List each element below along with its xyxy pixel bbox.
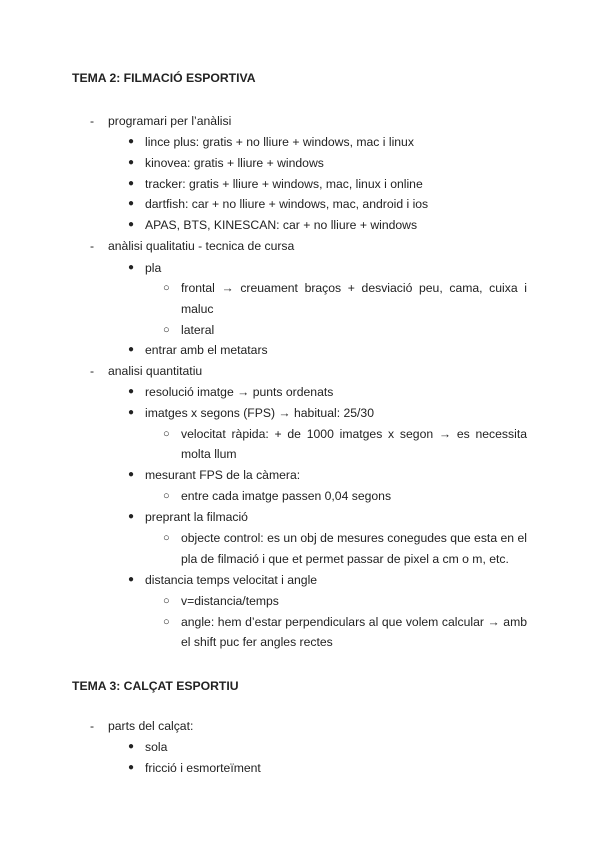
circle-bullet: ○	[163, 595, 170, 607]
dot-bullet: ●	[128, 741, 135, 752]
list-item-preprant: preprant la filmació	[145, 510, 248, 524]
list-item-frontal: frontal → creuament braços + desviació peu, cama, cuixa i	[181, 281, 527, 295]
list-item-apas: APAS, BTS, KINESCAN: car + no lliure + windows	[145, 218, 418, 232]
circle-bullet: ○	[163, 490, 170, 502]
list-item-imatges: imatges x segons (FPS) → habitual: 25/30	[145, 406, 374, 420]
list-item-velocitat: velocitat ràpida: + de 1000 imatges x segon → es necessita	[181, 427, 527, 441]
list-item-dartfish: dartfish: car + no lliure + windows, mac, android i ios	[145, 197, 429, 211]
list-item-velocitat-cont: molta llum	[181, 447, 237, 461]
dot-bullet: ●	[128, 574, 135, 585]
list-item-mesurant: mesurant FPS de la càmera:	[145, 468, 301, 482]
dot-bullet: ●	[128, 178, 135, 189]
dot-bullet: ●	[128, 407, 135, 418]
list-item-quantitatiu: analisi quantitatiu	[108, 364, 203, 378]
dot-bullet: ●	[128, 469, 135, 480]
dot-bullet: ●	[128, 762, 135, 773]
list-item-parts: parts del calçat:	[108, 719, 194, 733]
list-item-v: v=distancia/temps	[181, 594, 279, 608]
list-item-sola: sola	[145, 740, 168, 754]
circle-bullet: ○	[163, 616, 170, 628]
list-item-frontal-cont: maluc	[181, 302, 214, 316]
tema3-heading: TEMA 3: CALÇAT ESPORTIU	[72, 679, 239, 693]
list-item-qualitatiu: anàlisi qualitatiu - tecnica de cursa	[108, 239, 295, 253]
circle-bullet: ○	[163, 428, 170, 440]
list-item-metatars: entrar amb el metatars	[145, 343, 268, 357]
dot-bullet: ●	[128, 344, 135, 355]
dash-bullet: -	[90, 114, 95, 128]
list-item-lince: lince plus: gratis + no lliure + windows, mac i linux	[145, 135, 414, 149]
list-item-objecte-cont: pla de filmació i que et permet passar de pixel a cm o m, etc.	[181, 552, 509, 566]
list-item-tracker: tracker: gratis + lliure + windows, mac, linux i online	[145, 177, 423, 191]
list-item-friccio: fricció i esmorteïment	[145, 761, 261, 775]
tema2-heading: TEMA 2: FILMACIÓ ESPORTIVA	[72, 71, 256, 85]
circle-bullet: ○	[163, 282, 170, 294]
circle-bullet: ○	[163, 324, 170, 336]
list-item-entre: entre cada imatge passen 0,04 segons	[181, 489, 392, 503]
list-item-lateral: lateral	[181, 323, 215, 337]
dash-bullet: -	[90, 364, 95, 378]
dot-bullet: ●	[128, 219, 135, 230]
list-item-objecte: objecte control: es un obj de mesures conegudes que esta en el	[181, 531, 527, 545]
dot-bullet: ●	[128, 157, 135, 168]
list-item-resolucio: resolució imatge → punts ordenats	[145, 385, 334, 399]
dot-bullet: ●	[128, 262, 135, 273]
list-item-angle-cont: el shift puc fer angles rectes	[181, 635, 333, 649]
list-item-kinovea: kinovea: gratis + lliure + windows	[145, 156, 324, 170]
circle-bullet: ○	[163, 532, 170, 544]
list-item-programari: programari per l’anàlisi	[108, 114, 232, 128]
dot-bullet: ●	[128, 511, 135, 522]
dot-bullet: ●	[128, 198, 135, 209]
list-item-angle: angle: hem d’estar perpendiculars al que volem calcular → amb	[181, 615, 527, 629]
list-item-pla: pla	[145, 261, 162, 275]
dot-bullet: ●	[128, 386, 135, 397]
dash-bullet: -	[90, 719, 95, 733]
list-item-distancia: distancia temps velocitat i angle	[145, 573, 318, 587]
dot-bullet: ●	[128, 136, 135, 147]
dash-bullet: -	[90, 239, 95, 253]
